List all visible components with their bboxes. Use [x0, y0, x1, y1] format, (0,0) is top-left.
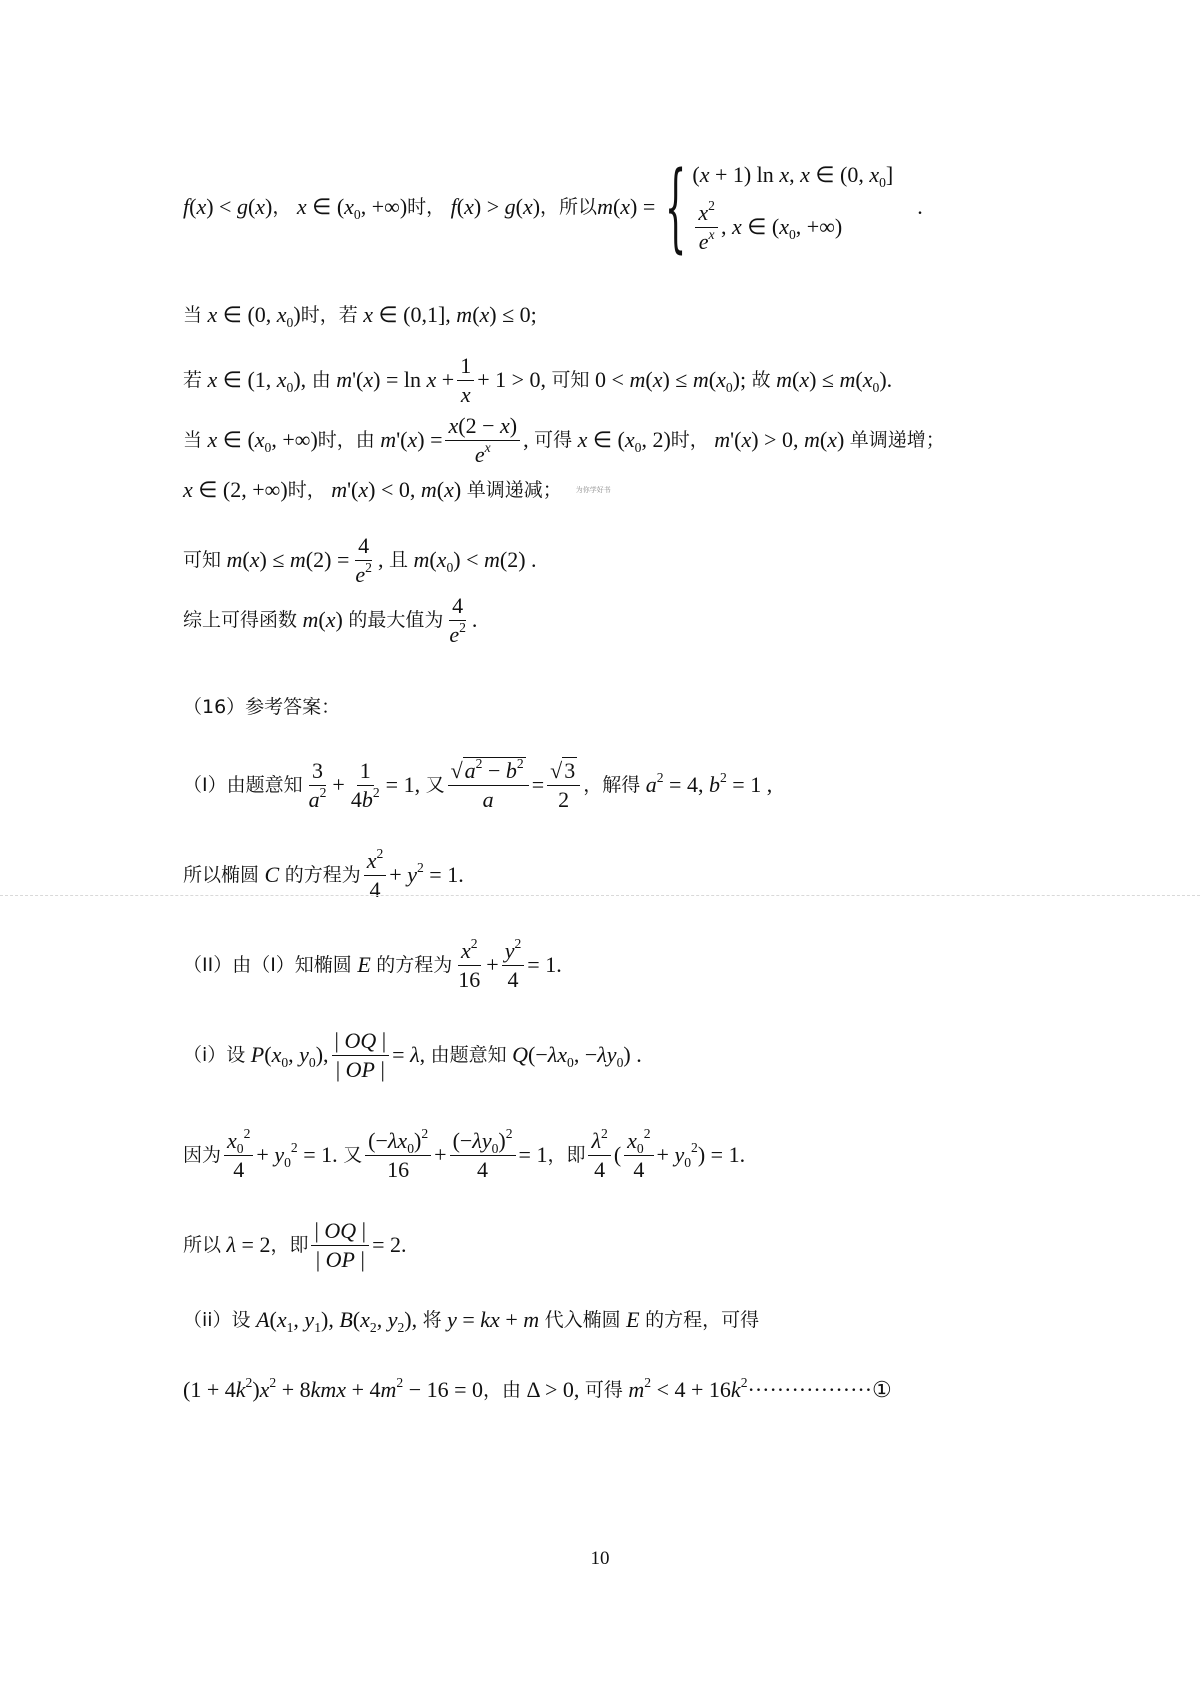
text: 时， — [407, 196, 446, 218]
text: ，即 — [547, 1144, 586, 1166]
line-2: 当 x ∈ (0, $x_0$) 时，若 x ∈ (0,1], m(x) ≤ 0; — [183, 302, 537, 330]
text: ， — [272, 196, 292, 218]
line-16: $(1 + 4k^2)x^2 + 8kmx + 4m^2 - 16 = 0$ ，由 Δ > 0, 可得 $m^2 < 4 + 16k^2$ ·················① — [183, 1375, 892, 1405]
text: ，解得 — [583, 774, 641, 796]
text: 可得 — [534, 429, 573, 451]
line-13: 因为 $\frac{x_0^2}{4}$ + $y_0^2 = 1$. 又 $\frac{(-\lambda x_0)^2}{16}$ + $\frac{(-\lambda y_0)^2}{4}$ = 1 ，即 $\frac{\lambda^2}{4}$ ( $\frac{x_0^2}{4}$ + $y_0^2) = 1$. — [183, 1125, 746, 1182]
text: 的方程为 — [376, 954, 453, 976]
text: 时，若 — [300, 304, 358, 326]
text: 又 — [343, 1144, 363, 1166]
line-15: （ii）设 $A(x_1$, $y_1$), $B(x_2$, $y_2$), 将 y = kx + m 代入椭圆 E 的方程，可得 — [183, 1307, 760, 1335]
text: 当 — [183, 429, 203, 451]
text: （16）参考答案： — [183, 696, 341, 718]
text: （ii）设 — [183, 1309, 251, 1331]
page-number: 10 — [590, 1548, 610, 1569]
text: 又 — [425, 774, 445, 796]
text: 的最大值为 — [348, 609, 444, 631]
text: 的方程为 — [284, 864, 361, 886]
text: 由题意知 — [430, 1044, 507, 1066]
text: 所以 — [183, 1234, 222, 1256]
line-11: （II）由（I）知椭圆 E 的方程为 $\frac{x^2}{16}$ + $\frac{y^2}{4}$ = 1. — [183, 935, 562, 992]
section-heading-16 — [183, 692, 340, 722]
line-5: x ∈ (2, +∞) 时， m'(x) < 0, m(x) 单调递减； 为你学好书 — [183, 475, 611, 505]
text: （i）设 — [183, 1044, 246, 1066]
line-3: 若 x ∈ (1, $x_0$), 由 m'(x) = ln x + $\frac{1}{x}$ + 1 > 0, 可知 $0 < m(x) \le m(x_0)$; 故 $m(x) \le m(x_0)$. — [183, 353, 893, 407]
text: 故 — [751, 369, 771, 391]
text: ，所以 — [540, 196, 598, 218]
equation-marker: ·················① — [747, 1377, 892, 1402]
line-4: 当 x ∈ ($x_0$, +∞) 时，由 m'(x) = $\frac{x(2 - x)}{e^x}$ , 可得 x ∈ ($x_0$, 2) 时， m'(x) > 0, m(x) 单调递增； — [183, 413, 945, 467]
line-14: 所以 λ = 2 ，即 $\frac{| OQ |}{| OP |}$ = 2. — [183, 1218, 407, 1272]
text: 可知 — [551, 369, 590, 391]
text: 因为 — [183, 1144, 222, 1166]
text: 可得 — [584, 1379, 623, 1401]
text: 且 — [388, 549, 408, 571]
left-brace: { — [665, 151, 687, 263]
text: ，由 — [483, 1379, 522, 1401]
text: 可知 — [183, 549, 222, 571]
text: 时， — [670, 429, 709, 451]
text: （I）由题意知 — [183, 774, 303, 796]
line-piecewise-m: f(x) < g(x) ， x ∈ ($x_0$, +∞) 时， f(x) > g(x) ，所以 m(x) = { (x + 1) ln x, x ∈ (0, $x_0$] $\frac{x^2}{e^x}$ , x ∈ ($x_0$, +∞) . — [183, 151, 923, 263]
line-12: （i）设 $P(x_0$, $y_0$), $\frac{| OQ |}{| OP |}$ = λ, 由题意知 $Q(-\lambda x_0$, $-\lambda y_0$) . — [183, 1028, 642, 1082]
text: 代入椭圆 — [544, 1309, 621, 1331]
text: 单调递增； — [849, 429, 945, 451]
text: 单调递减； — [466, 479, 562, 501]
text: 所以椭圆 — [183, 864, 260, 886]
text: 当 — [183, 304, 203, 326]
text: （II）由（I）知椭圆 — [183, 954, 352, 976]
piecewise-cases: (x + 1) ln x, x ∈ (0, $x_0$] $\frac{x^2}{e^x}$ , x ∈ ($x_0$, +∞) — [692, 162, 894, 254]
page-divider — [0, 895, 1200, 896]
text: 综上可得函数 — [183, 609, 298, 631]
line-10: 所以椭圆 C 的方程为 $\frac{x^2}{4}$ + $y^2 = 1$. — [183, 845, 464, 902]
watermark-text: 为你学好书 — [575, 486, 611, 494]
text: 时， — [287, 479, 326, 501]
text: 由 — [311, 369, 331, 391]
line-6: 可知 m(x) ≤ m(2) = $\frac{4}{e^2}$ , 且 $m(x_0) < m(2)$ . — [183, 533, 537, 587]
text: 若 — [183, 369, 203, 391]
line-7: 综上可得函数 m(x) 的最大值为 $\frac{4}{e^2}$ . — [183, 593, 478, 647]
line-9: （I）由题意知 $\frac{3}{a^2}$ + $\frac{1}{4b^2}$ = 1, 又 $\frac{√a^2 - b^2}{a}$ = $\frac{√3}{2}$ ，解得 $a^2 = 4$, $b^2 = 1$ , — [183, 755, 773, 812]
text: 的方程，可得 — [645, 1309, 760, 1331]
text: 将 — [422, 1309, 442, 1331]
text: 时，由 — [317, 429, 375, 451]
text: ，即 — [270, 1234, 309, 1256]
